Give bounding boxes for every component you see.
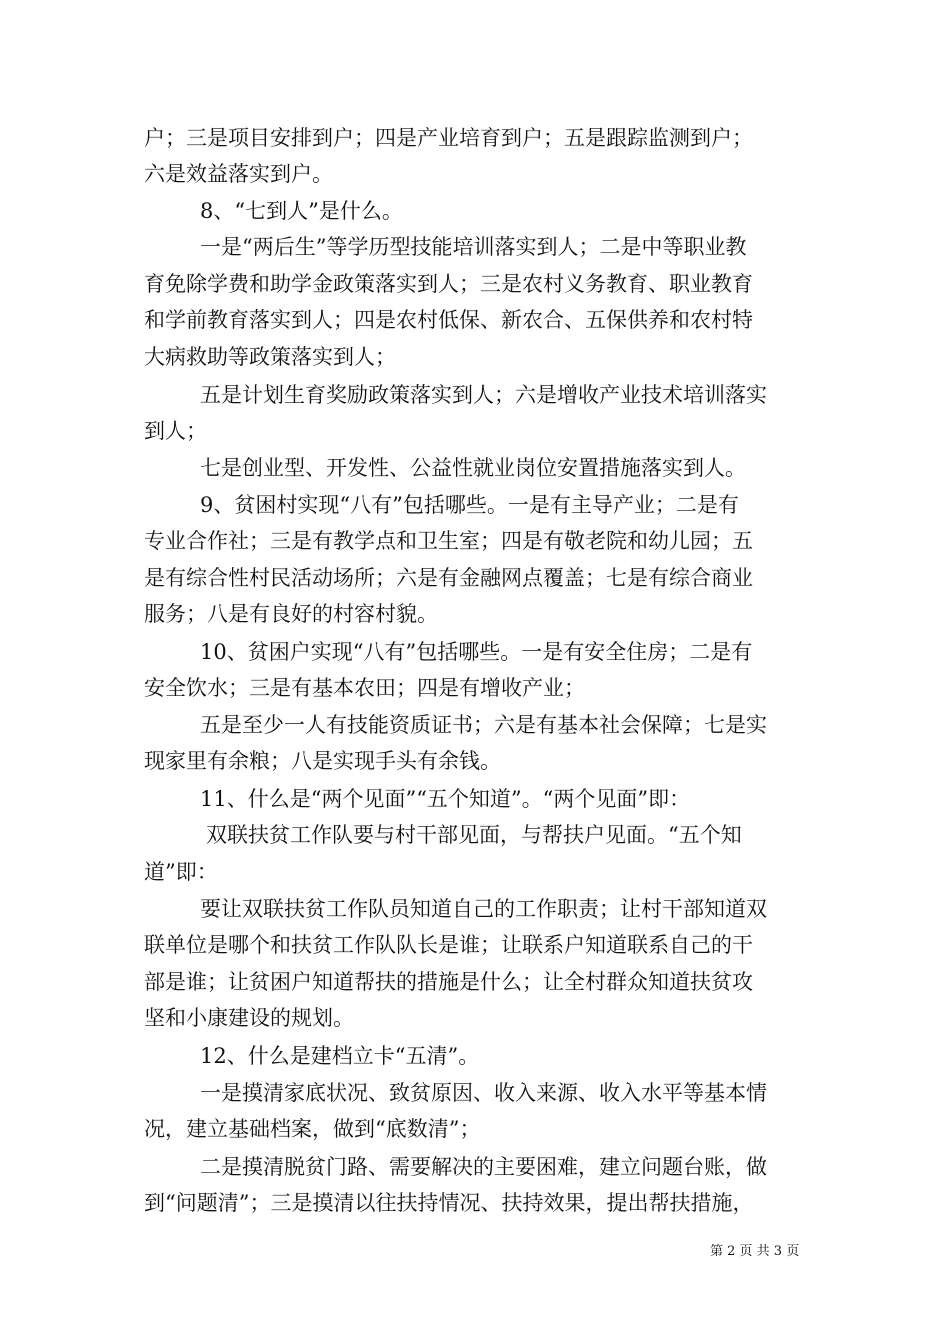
text-line: 联单位是哪个和扶贫工作队队长是谁；让联系户知道联系自己的干 bbox=[144, 933, 753, 957]
text-line: 专业合作社；三是有教学点和卫生室；四是有敬老院和幼儿园；五 bbox=[144, 529, 753, 553]
text-line: 和学前教育落实到人；四是农村低保、新农合、五保供养和农村特 bbox=[144, 308, 753, 332]
text-line: 户；三是项目安排到户；四是产业培育到户；五是跟踪监测到户； bbox=[144, 126, 753, 150]
text-line: 一是摸清家底状况、致贫原因、收入来源、收入水平等基本情 bbox=[200, 1081, 767, 1105]
text-line: 二是摸清脱贫门路、需要解决的主要困难，建立问题台账，做 bbox=[200, 1155, 767, 1179]
text-line: 六是效益落实到户。 bbox=[144, 162, 333, 186]
text-line: 安全饮水；三是有基本农田；四是有增收产业； bbox=[144, 676, 585, 700]
text-line: 服务；八是有良好的村容村貌。 bbox=[144, 602, 438, 626]
text-line: 育免除学费和助学金政策落实到人；三是农村义务教育、职业教育 bbox=[144, 272, 753, 296]
text-line: 双联扶贫工作队要与村干部见面，与帮扶户见面。“五个知 bbox=[206, 823, 742, 847]
text-line: 到人； bbox=[144, 419, 207, 443]
text-line: 到“问题清”；三是摸清以往扶持情况、扶持效果，提出帮扶措施， bbox=[144, 1191, 754, 1215]
text-line: 坚和小康建设的规划。 bbox=[144, 1006, 354, 1030]
text-line: 大病救助等政策落实到人； bbox=[144, 345, 396, 369]
section-heading: 9、贫困村实现“八有”包括哪些。一是有主导产业；二是有 bbox=[200, 493, 739, 517]
text-line: 道”即： bbox=[144, 860, 218, 884]
page-number: 第 2 页 共 3 页 bbox=[710, 1244, 800, 1259]
text-line: 是有综合性村民活动场所；六是有金融网点覆盖；七是有综合商业 bbox=[144, 566, 753, 590]
section-heading: 8、“七到人”是什么。 bbox=[200, 199, 403, 223]
text-line: 五是计划生育奖励政策落实到人；六是增收产业技术培训落实 bbox=[200, 383, 767, 407]
text-line: 五是至少一人有技能资质证书；六是有基本社会保障；七是实 bbox=[200, 713, 767, 737]
text-line: 七是创业型、开发性、公益性就业岗位安置措施落实到人。 bbox=[200, 456, 746, 480]
text-line: 一是“两后生”等学历型技能培训落实到人；二是中等职业教 bbox=[200, 235, 747, 259]
section-heading: 10、贫困户实现“八有”包括哪些。一是有安全住房；二是有 bbox=[200, 640, 753, 664]
section-heading: 12、什么是建档立卡“五清”。 bbox=[200, 1044, 480, 1068]
section-heading: 11、什么是“两个见面”“五个知道”。“两个见面”即： bbox=[200, 787, 691, 811]
text-line: 部是谁；让贫困户知道帮扶的措施是什么；让全村群众知道扶贫攻 bbox=[144, 970, 753, 994]
text-line: 要让双联扶贫工作队员知道自己的工作职责；让村干部知道双 bbox=[200, 897, 767, 921]
text-line: 现家里有余粮；八是实现手头有余钱。 bbox=[144, 749, 501, 773]
text-line: 况，建立基础档案，做到“底数清”； bbox=[144, 1117, 481, 1141]
